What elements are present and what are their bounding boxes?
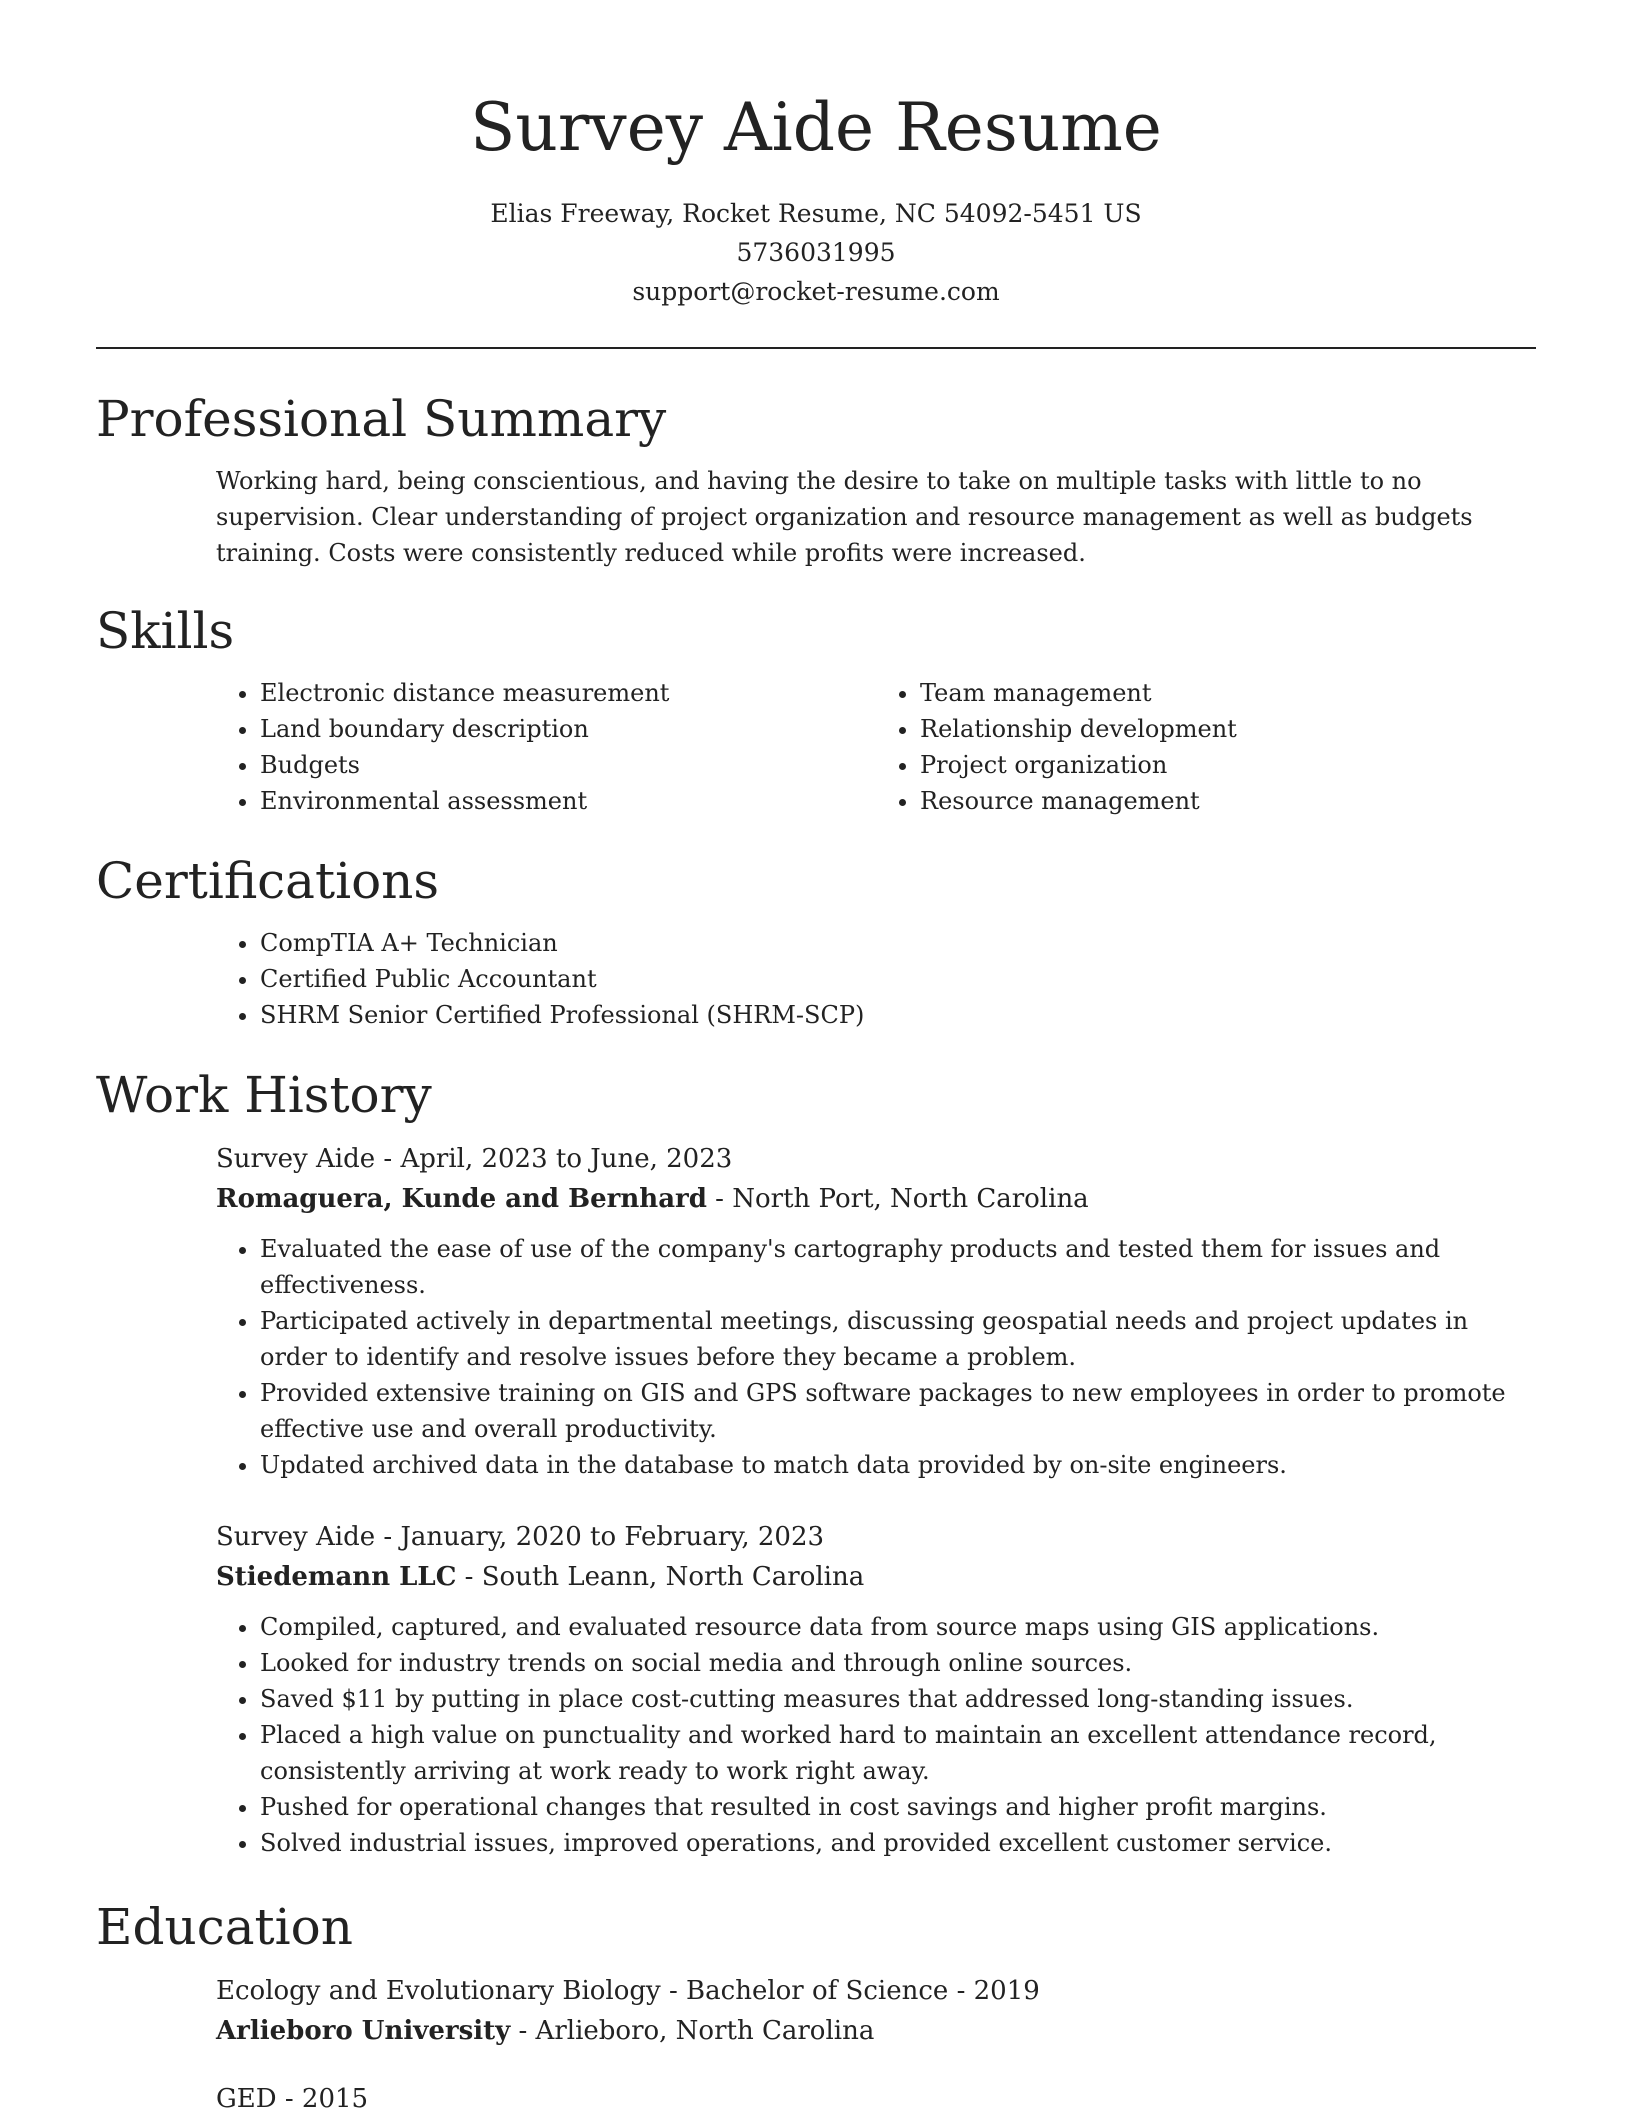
job-role: Survey Aide (216, 1144, 376, 1174)
education-degree: Ecology and Evolutionary Biology - Bachelor of Science - 2019 (216, 1976, 1040, 2006)
education-heading: Education (96, 1898, 353, 1956)
education-location: Arlieboro, North Carolina (535, 2016, 875, 2046)
job-duty: • Compiled, captured, and evaluated resource data from source maps using GIS applications. (260, 1609, 1536, 1645)
certifications-section (96, 925, 1536, 1033)
job-entry (216, 1517, 1536, 1861)
job-duty: • Looked for industry trends on social media and through online sources. (260, 1645, 1536, 1681)
education-separator: - (510, 2016, 536, 2046)
skills-list-left (216, 675, 876, 819)
skill-item: • Project organization (920, 747, 1536, 783)
work-history-section (96, 1139, 1536, 1861)
education-section (96, 1971, 1536, 2119)
job-duties (216, 1231, 1536, 1483)
job-company: Stiedemann LLC (216, 1562, 457, 1592)
certification-item: • CompTIA A+ Technician (260, 925, 1536, 961)
job-company-line (216, 1179, 1536, 1219)
education-school-line (216, 2011, 1536, 2051)
job-duties (216, 1609, 1536, 1861)
skills-section (96, 675, 1536, 819)
job-company-line (216, 1557, 1536, 1597)
work-history-heading: Work History (96, 1066, 432, 1124)
job-separator: - (706, 1184, 733, 1214)
job-duty: • Participated actively in departmental meetings, discussing geospatial needs and project updates in order to identify and resolve issues before they became a problem. (260, 1303, 1536, 1375)
summary-text: Working hard, being conscientious, and having the desire to take on multiple tasks with little to no supervision. Clear understanding of project organization and resource management as well as budgets training. Costs were consistently reduced while profits were increased. (216, 467, 1473, 567)
certifications-list (216, 925, 1536, 1033)
skill-item: • Budgets (260, 747, 876, 783)
job-duty: • Provided extensive training on GIS and GPS software packages to new employees in order to promote effective use and overall productivity. (260, 1375, 1536, 1447)
skill-item: • Relationship development (920, 711, 1536, 747)
contact-phone: 5736031995 (736, 238, 896, 267)
summary-section (96, 463, 1536, 571)
job-dates: January, 2020 to February, 2023 (400, 1522, 825, 1552)
job-separator: - (456, 1562, 482, 1592)
job-duty: • Saved $11 by putting in place cost-cutting measures that addressed long-standing issues. (260, 1681, 1536, 1717)
skills-list-right (876, 675, 1536, 819)
job-duty: • Updated archived data in the database to match data provided by on-site engineers. (260, 1447, 1536, 1483)
job-dates: April, 2023 to June, 2023 (400, 1144, 733, 1174)
education-entry (216, 1971, 1536, 2051)
job-separator: - (375, 1144, 401, 1174)
certifications-heading: Certifications (96, 852, 440, 910)
job-title-line (216, 1517, 1536, 1557)
header-divider (96, 347, 1536, 349)
certification-item: • Certified Public Accountant (260, 961, 1536, 997)
job-duty: • Evaluated the ease of use of the company's cartography products and tested them for issues and effectiveness. (260, 1231, 1536, 1303)
summary-heading: Professional Summary (96, 390, 667, 448)
job-separator: - (375, 1522, 401, 1552)
skill-item: • Resource management (920, 783, 1536, 819)
job-title-line (216, 1139, 1536, 1179)
skill-item: • Electronic distance measurement (260, 675, 876, 711)
job-duty: • Placed a high value on punctuality and worked hard to maintain an excellent attendance record, consistently arriving at work ready to work right away. (260, 1717, 1536, 1789)
contact-email: support@rocket-resume.com (632, 277, 1000, 306)
job-entry (216, 1139, 1536, 1483)
education-degree: GED - 2015 (216, 2084, 369, 2114)
skills-grid (216, 675, 1536, 819)
skills-heading: Skills (96, 602, 235, 660)
job-location: North Port, North Carolina (732, 1184, 1089, 1214)
resume-title: Survey Aide Resume (470, 89, 1162, 166)
skill-item: • Environmental assessment (260, 783, 876, 819)
contact-address: Elias Freeway, Rocket Resume, NC 54092-5451 US (490, 199, 1142, 228)
resume-header (96, 80, 1536, 311)
job-duty: • Pushed for operational changes that resulted in cost savings and higher profit margins. (260, 1789, 1536, 1825)
skill-item: • Team management (920, 675, 1536, 711)
certification-item: • SHRM Senior Certified Professional (SHRM-SCP) (260, 997, 1536, 1033)
job-location: South Leann, North Carolina (481, 1562, 865, 1592)
job-company: Romaguera, Kunde and Bernhard (216, 1184, 707, 1214)
education-entry (216, 2079, 1536, 2119)
skill-item: • Land boundary description (260, 711, 876, 747)
job-role: Survey Aide (216, 1522, 376, 1552)
education-school: Arlieboro University (216, 2016, 511, 2046)
job-duty: • Solved industrial issues, improved operations, and provided excellent customer service. (260, 1825, 1536, 1861)
